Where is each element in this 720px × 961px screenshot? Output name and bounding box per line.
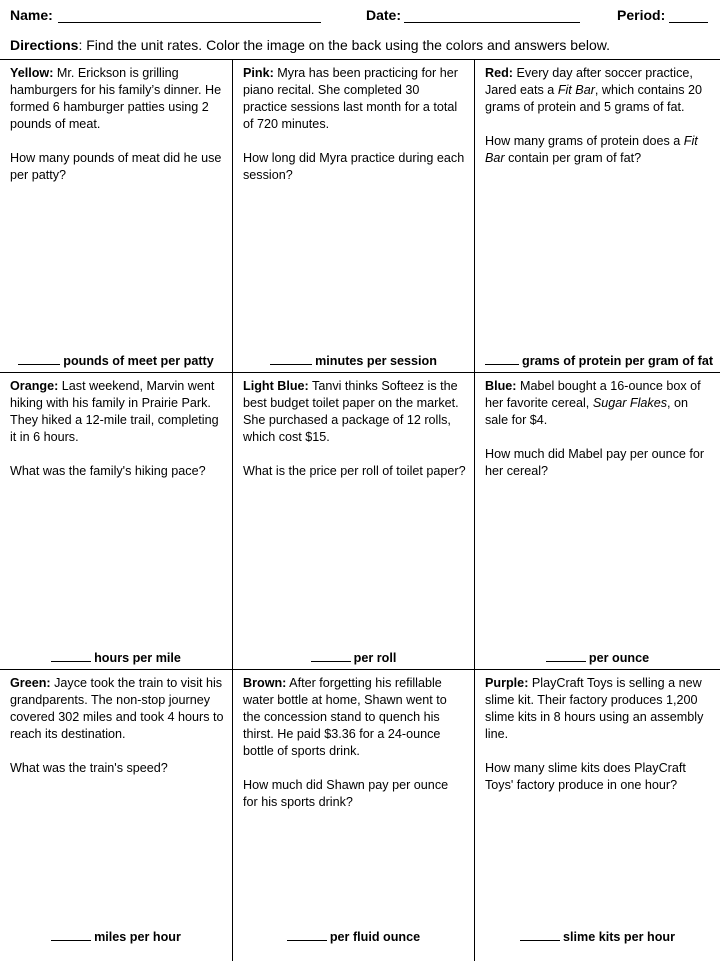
color-label: Pink: — [243, 66, 274, 80]
problem-statement: Every day after soccer practice, Jared eats a — [485, 66, 693, 97]
problem-question: How many slime kits does PlayCraft Toys' factory produce in one hour? — [485, 761, 686, 792]
answer-unit: grams of protein per gram of fat — [522, 354, 714, 368]
answer-unit: per fluid ounce — [329, 930, 421, 944]
color-label: Green: — [10, 676, 51, 690]
problem-text — [243, 65, 466, 201]
color-label: Orange: — [10, 379, 59, 393]
color-label: Purple: — [485, 676, 529, 690]
date-label: Date: — [366, 7, 402, 23]
problem-statement: After forgetting his refillable water bottle at home, Shawn went to the concession stand to quench his thirst. He paid $3.36 for a 24-ounce bottle of sports drink. — [243, 676, 447, 758]
problem-text — [10, 675, 224, 794]
problem-question: How many grams of protein does a — [485, 134, 684, 148]
period-label: Period: — [617, 7, 666, 23]
problem-cell-yellow — [0, 60, 232, 372]
answer-line — [0, 929, 232, 944]
answer-blank[interactable] — [287, 929, 327, 941]
problem-question: What was the train's speed? — [10, 761, 168, 775]
period-field[interactable] — [669, 22, 708, 23]
problem-statement-cont: , which contains 20 grams of protein and 5 grams of fat. — [485, 83, 703, 114]
problem-row — [0, 60, 720, 373]
problem-question: How long did Myra practice during each session? — [243, 151, 465, 182]
answer-blank[interactable] — [51, 650, 91, 662]
problem-statement: PlayCraft Toys is selling a new slime kit. Their factory produces 1,200 slime kits in 8 hours using an assembly line. — [485, 676, 704, 741]
answer-unit: pounds of meet per patty — [63, 354, 214, 368]
answer-line — [0, 353, 232, 368]
answer-blank[interactable] — [18, 353, 60, 365]
problem-statement: Tanvi thinks Softeez is the best budget toilet paper on the market. She purchased a package of 12 rolls, which cost $15. — [243, 379, 459, 444]
problem-text — [485, 378, 712, 497]
problem-statement: Mr. Erickson is grilling hamburgers for his family’s dinner. He formed 6 hamburger patties using 2 pounds of meat. — [10, 66, 222, 131]
problem-text — [485, 675, 712, 811]
problem-cell-blue — [475, 373, 720, 669]
worksheet-header — [0, 0, 720, 60]
answer-blank[interactable] — [51, 929, 91, 941]
answer-unit: per roll — [353, 651, 397, 665]
directions-text: : Find the unit rates. Color the image on the back using the colors and answers below. — [78, 37, 610, 53]
answer-unit: minutes per session — [315, 354, 437, 368]
problem-cell-purple — [475, 670, 720, 961]
problem-cell-brown — [232, 670, 475, 961]
problem-cell-pink — [232, 60, 475, 372]
answer-unit: per ounce — [588, 651, 650, 665]
answer-blank[interactable] — [311, 650, 351, 662]
problem-text — [10, 378, 224, 497]
problem-question: What was the family's hiking pace? — [10, 464, 206, 478]
answer-unit: miles per hour — [94, 930, 181, 944]
problem-row — [0, 373, 720, 670]
problem-cell-light-blue — [232, 373, 475, 669]
product-name: Fit Bar — [485, 134, 698, 165]
color-label: Red: — [485, 66, 513, 80]
answer-line — [233, 353, 474, 368]
answer-line — [233, 650, 474, 665]
problem-statement: Mabel bought a 16-ounce box of her favorite cereal, — [485, 379, 701, 410]
answer-unit: hours per mile — [94, 651, 181, 665]
problem-row — [0, 670, 720, 961]
problem-question-cont: contain per gram of fat? — [504, 151, 642, 165]
problem-text — [485, 65, 712, 184]
answer-blank[interactable] — [520, 929, 560, 941]
answer-line — [0, 650, 232, 665]
problem-text — [243, 675, 466, 828]
problem-grid — [0, 59, 720, 961]
color-label: Blue: — [485, 379, 517, 393]
answer-blank[interactable] — [485, 353, 519, 365]
color-label: Light Blue: — [243, 379, 309, 393]
problem-statement: Jayce took the train to visit his grandparents. The non-stop journey covered 302 miles and took 4 hours to reach its destination. — [10, 676, 224, 741]
problem-text — [10, 65, 224, 201]
name-label: Name: — [10, 7, 53, 23]
answer-blank[interactable] — [546, 650, 586, 662]
product-name: Fit Bar — [557, 83, 595, 97]
directions-label: Directions — [10, 37, 79, 53]
color-label: Brown: — [243, 676, 287, 690]
date-field[interactable] — [404, 22, 580, 23]
problem-question: How many pounds of meat did he use per patty? — [10, 151, 222, 182]
problem-text — [243, 378, 466, 497]
name-field[interactable] — [58, 22, 321, 23]
problem-statement: Last weekend, Marvin went hiking with his family in Prairie Park. They hiked a 12-mile trail, completing it in 6 hours. — [10, 379, 219, 444]
answer-blank[interactable] — [270, 353, 312, 365]
answer-unit: slime kits per hour — [563, 930, 675, 944]
problem-statement-cont: , on sale for $4. — [485, 396, 689, 427]
problem-question: How much did Mabel pay per ounce for her cereal? — [485, 447, 705, 478]
answer-line — [475, 929, 720, 944]
product-name: Sugar Flakes — [592, 396, 668, 410]
problem-cell-orange — [0, 373, 232, 669]
answer-line — [475, 650, 720, 665]
problem-cell-red — [475, 60, 720, 372]
problem-question: How much did Shawn pay per ounce for his sports drink? — [243, 778, 449, 809]
color-label: Yellow: — [10, 66, 54, 80]
problem-question: What is the price per roll of toilet paper? — [243, 464, 466, 478]
answer-line — [233, 929, 474, 944]
directions — [10, 37, 610, 53]
problem-cell-green — [0, 670, 232, 961]
answer-line — [475, 353, 720, 368]
problem-statement: Myra has been practicing for her piano recital. She completed 30 practice sessions last month for a total of 720 minutes. — [243, 66, 458, 131]
